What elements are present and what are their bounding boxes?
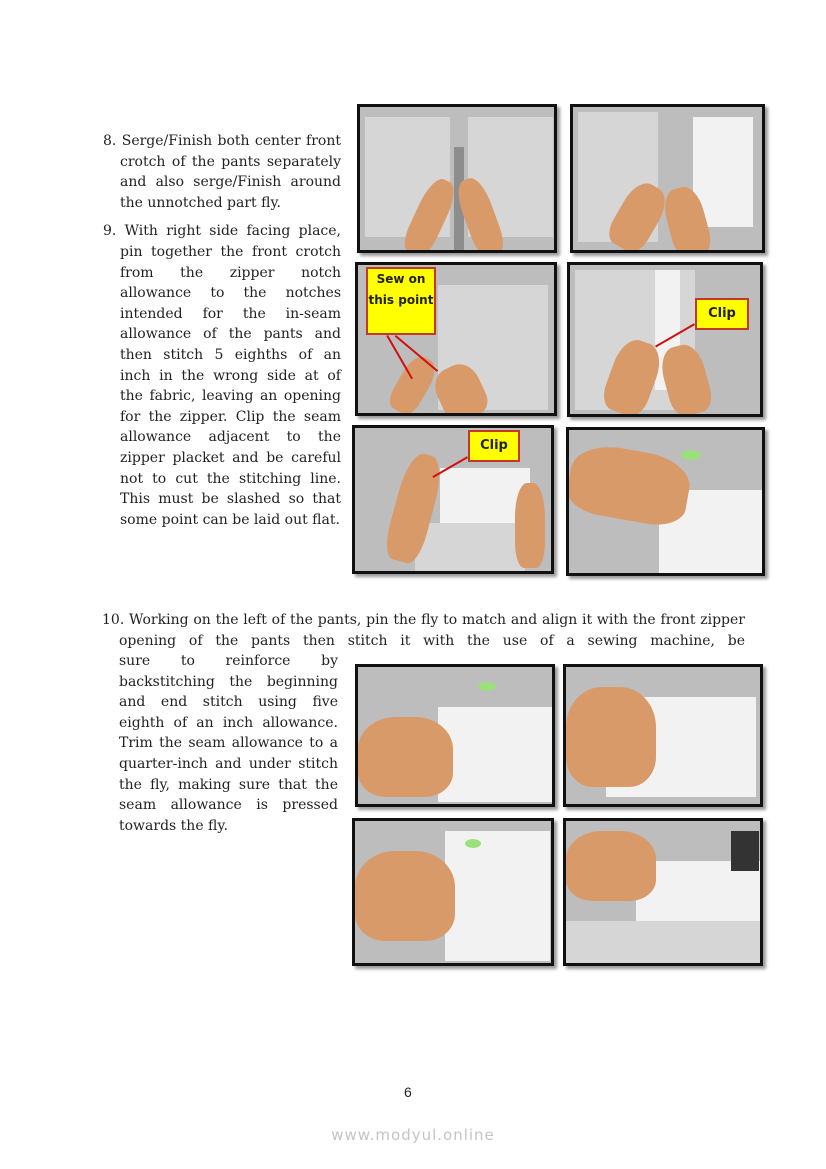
step-10-intro: 10. Working on the left of the pants, pin the fly to match and align it with the front zipper opening of the pants then stitch it with the use of a sewing machine, be [102, 612, 745, 649]
page-number: 6 [404, 1084, 412, 1100]
step-10-narrow [119, 651, 338, 836]
step-10-wide [102, 610, 745, 651]
step-9: 9. With right side facing place, pin together the front crotch from the zipper notch allowance to the notches intended for the in-seam allowance of the pants and then stitch 5 eighths of an inch in the wrong side at of the fabric, leaving an opening for the zipper. Clip the seam allowance adjacent to the zipper placket and be careful not to cut the stitching line. This must be slashed so that some point can be laid out flat. [103, 223, 341, 528]
arrow-icon [386, 335, 413, 379]
photo-fly-stitch-4 [563, 818, 763, 966]
photo-fly-stitch-1 [355, 664, 555, 807]
photo-serge-front [357, 104, 557, 253]
callout-clip: Clip [695, 298, 749, 330]
step-10-body: sure to reinforce by backstitching the beginning and end stitch using five eighth of an inch allowance. Trim the seam allowance to a quarter-inch and under stitch the fly, making sure that the seam allowance is pressed towards the fly. [119, 653, 338, 834]
callout-clip: Clip [468, 430, 520, 462]
photo-sew-crotch [355, 262, 557, 416]
steps-8-9 [103, 131, 341, 538]
photo-fly-stitch-2 [563, 664, 763, 807]
photo-fly-stitch-3 [352, 818, 554, 966]
step-8: 8. Serge/Finish both center front crotch of the pants separately and also serge/Finish around the unnotched part fly. [103, 133, 341, 211]
photo-machine-stitch-1 [566, 427, 765, 576]
photo-clip-seam [567, 262, 763, 417]
callout-sew-on-this-point: Sew on this point [366, 267, 436, 335]
watermark: www.modyul.online [331, 1126, 495, 1144]
photo-clip-placket [352, 425, 554, 574]
photo-serge-fly [570, 104, 765, 253]
